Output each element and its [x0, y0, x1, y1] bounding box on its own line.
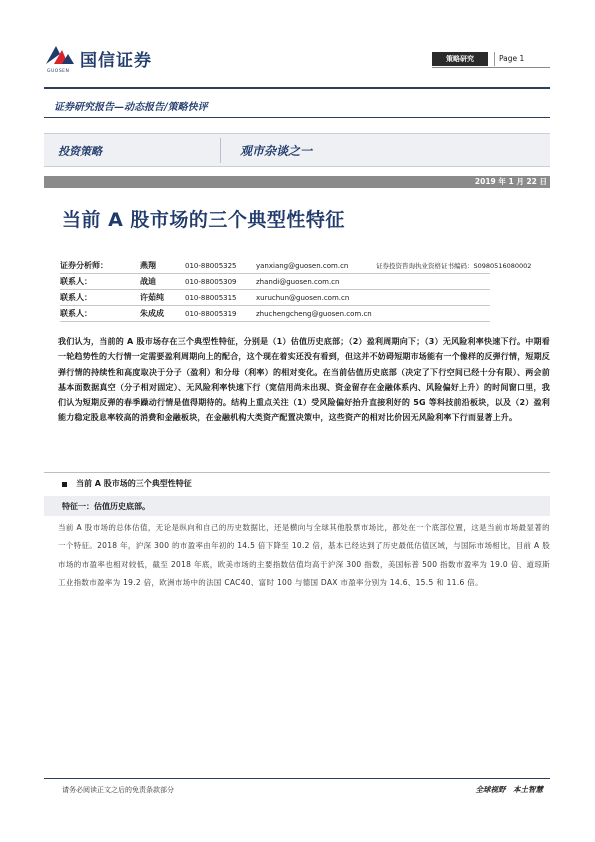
abstract-paragraph: 我们认为，当前的 A 股市场存在三个典型性特征，分别是（1）估值历史底部；（2）盈利周期向下；（3）无风险利率快速下行。中期看一轮趋势性的大行情一定需要盈利周期向上的配合，这个现在着实还没有看到，但这并不妨碍短期市场能有一个像样的反弹行情，短期反弹行情的持续性和高度取决于分子（盈利）和分母（利率）的相对变化。在当前估值历史底部（决定了下行空间已经十分有限）、两会前基本面数据真空（分子相对固定）、无风险利率快速下行（宽信用尚未出现、资金留存在金融体系内、风险偏好上升）的时间窗口里，我们认为短期反弹的春季躁动行情是值得期待的。结构上重点关注（1）受风险偏好抬升直接利好的 5G 等科技前沿板块，以及（2）盈利能力稳定股息率较高的消费和金融板块，在金融机构大类资产配置决策中，这些资产的相对比价因无风险利率下行而显著上升。	[58, 337, 550, 423]
analyst-role: 证券分析师：	[60, 261, 108, 270]
analyst-phone: 010-88005325	[185, 262, 237, 270]
strategy-title: 观市杂谈之一	[240, 144, 313, 158]
guosen-logo-icon	[46, 42, 74, 68]
strategy-divider	[220, 138, 221, 163]
analyst-row	[60, 258, 560, 274]
report-category-tag: 策略研究	[432, 52, 488, 66]
breadcrumb-rule	[44, 117, 550, 118]
strategy-label: 投资策略	[58, 145, 102, 158]
analyst-email[interactable]: zhuchengcheng@guosen.com.cn	[256, 310, 372, 318]
section-rule	[44, 472, 550, 473]
analyst-phone: 010-88005309	[185, 278, 237, 286]
footer-disclaimer: 请务必阅读正文之后的免责条款部分	[62, 786, 174, 794]
row-divider	[60, 321, 490, 322]
analyst-row	[60, 290, 560, 306]
analyst-role: 联系人：	[60, 277, 92, 286]
footer-slogan: 全球视野 本土智慧	[475, 785, 543, 794]
analyst-email[interactable]: zhandi@guosen.com.cn	[256, 278, 340, 286]
analyst-name: 许茹纯	[140, 293, 164, 302]
top-rule	[44, 87, 550, 89]
body-paragraph: 当前 A 股市场的总体估值，无论是纵向和自己的历史数据比，还是横向与全球其他股票市场比，都处在一个底部位置，这是当前市场最显著的一个特征。2018 年，沪深 300 的市盈率由年初的 14.5 倍下降至 10.2 倍，基本已经达到了历史最低估值区域，与国际市场相比，目前 A 股市场的市盈率也相对较低，截至 2018 年底，欧美市场的主要指数估值均高于沪深 300 指数，美国标普 500 指数市盈率为 19.0 倍、道琼斯工业指数市盈率为 19.2 倍，欧洲市场中的法国 CAC40、富时 100 与德国 DAX 市盈率分别为 14.6、15.5 和 11.6 倍。	[58, 523, 550, 588]
analyst-email[interactable]: xuruchun@guosen.com.cn	[256, 294, 350, 302]
logo-text: 国信证券	[80, 51, 152, 71]
analyst-role: 联系人：	[60, 309, 92, 318]
guosen-logo	[46, 40, 186, 76]
analyst-role: 联系人：	[60, 293, 92, 302]
report-title: 当前 A 股市场的三个典型性特征	[62, 209, 345, 231]
analyst-name: 战迪	[140, 277, 156, 286]
analyst-email[interactable]: yanxiang@guosen.com.cn	[256, 262, 349, 270]
feature-heading: 特征一：估值历史底部。	[62, 502, 150, 511]
analyst-name: 燕翔	[140, 261, 156, 270]
analyst-row	[60, 306, 560, 322]
analyst-row	[60, 274, 560, 290]
page-number: Page 1	[494, 52, 550, 66]
logo-subtext: GUOSEN	[47, 69, 70, 74]
report-date: 2019 年 1 月 22 日	[474, 177, 547, 186]
analyst-name: 朱成成	[140, 309, 164, 318]
section-heading: 当前 A 股市场的三个典型性特征	[76, 479, 192, 488]
header-divider	[432, 67, 550, 68]
footer-rule	[44, 778, 550, 779]
breadcrumb: 证券研究报告—动态报告/策略快评	[54, 102, 208, 113]
analyst-table	[60, 258, 560, 322]
analyst-cert: 证券投资咨询执业资格证书编码：S0980516080002	[376, 262, 532, 270]
square-bullet-icon	[62, 482, 67, 487]
analyst-phone: 010-88005319	[185, 310, 237, 318]
analyst-phone: 010-88005315	[185, 294, 237, 302]
